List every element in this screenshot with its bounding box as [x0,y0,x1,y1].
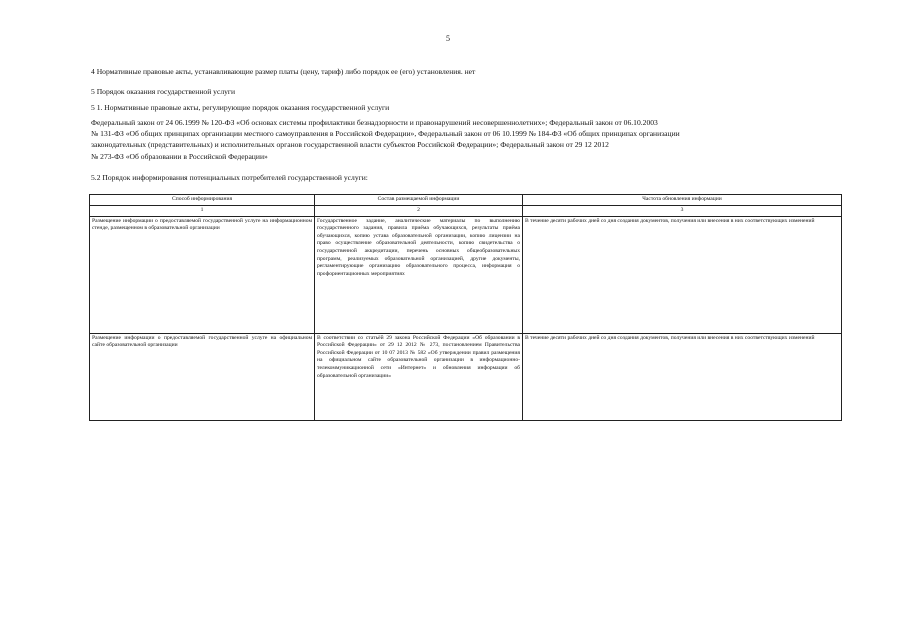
header-method: Способ информирования [90,195,315,206]
section-5-2-heading: 5.2 Порядок информирования потенциальных потребителей государственной услуги: [91,173,368,182]
column-number: 1 [90,206,315,217]
header-frequency: Частота обновления информации [523,195,842,206]
cell-method: Размещение информации о предоставляемой государственной услуге на информационном стенде, размещенном в образовательной организации [90,216,315,333]
laws-list [91,117,851,162]
section-5-1-heading: 5 1. Нормативные правовые акты, регулирующие порядок оказания государственной услуги [91,103,390,112]
cell-frequency: В течение десяти рабочих дней со дня создания документов, получения или внесения в них соответствующих изменений [523,216,842,333]
cell-method: Размещение информации о предоставляемой государственной услуге на официальном сайте образовательной организации [90,333,315,420]
table-header-row [90,195,842,206]
cell-frequency: В течение десяти рабочих дней со дня создания документов, получения или внесения в них соответствующих изменений [523,333,842,420]
laws-line: № 273-ФЗ «Об образовании в Российской Федерации» [91,151,268,161]
table-number-row [90,206,842,217]
column-number: 2 [315,206,523,217]
laws-line: Федеральный закон от 24 06.1999 № 120-ФЗ «Об основах системы профилактики безнадзорности и правонарушений несовершеннолетних»; Федеральный закон от 06.10.2003 [91,118,658,127]
page-number: 5 [446,34,450,43]
table-row [90,333,842,420]
column-number: 3 [523,206,842,217]
section-4-fee-acts: 4 Нормативные правовые акты, устанавливающие размер платы (цену, тариф) либо порядок ее (его) установления. нет [91,67,476,76]
laws-line: законодательных (представительных) и исполнительных органов государственной власти субъектов Российской Федерации»; Федеральный закон от 29 12 2012 [91,140,609,150]
section-5-heading: 5 Порядок оказания государственной услуги [91,87,236,96]
header-content: Состав размещаемой информации [315,195,523,206]
table-row [90,216,842,333]
cell-content: Государственное задание, аналитические материалы по выполнению государственного задания, правила приёма обучающихся, результаты приёма обучающихся, копию устава образовательной организации, копию лицензии на право осуществление образовательной деятельности, копию свидетельства о государственной аккредитации, перечень основных общеобразовательных программ, реализуемых образовательной организацией, другие документы, регламентирующие организацию образовательного процесса, информация о профориентационных мероприятиях [315,216,523,333]
cell-content: В соответствии со статьёй 29 закона Российской Федерации «Об образовании в Российской Федерации» от 29 12 2012 № 273, постановлением Правительства Российской Федерации от 10 07 2013 № 582 «Об утверждении правил размещения на официальном сайте образовательной организации в информационно-телекоммуникационной сети «Интернет» и обновления информации об образовательной организации» [315,333,523,420]
laws-line: № 131-ФЗ «Об общих принципах организации местного самоуправления в Российской Федерации», Федеральный закон от 06 10.1999 № 184-ФЗ «Об общих принципах организации [91,129,680,139]
informing-table [89,194,842,421]
